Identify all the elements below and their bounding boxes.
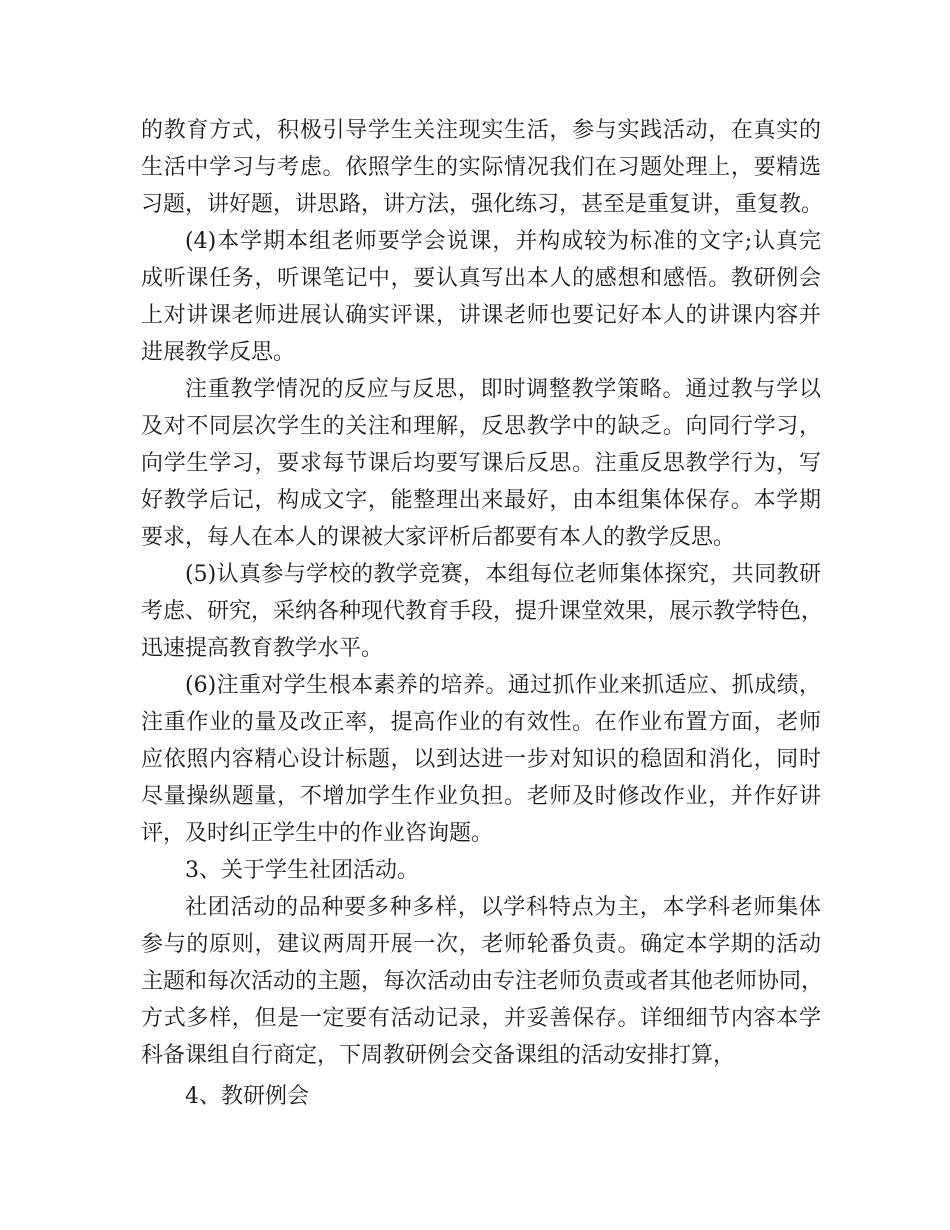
text-line: 及对不同层次学生的关注和理解，反思教学中的缺乏。向同行学习， xyxy=(141,414,821,439)
paragraph-6-start: (6)注重对学生根本素养的培养。通过抓作业来抓适应、抓成绩， xyxy=(185,673,821,698)
text-line: 科备课组自行商定，下周教研例会交备课组的活动安排打算， xyxy=(141,1043,736,1068)
text-line: 要求，每人在本人的课被大家评析后都要有本人的教学反思。 xyxy=(141,525,736,550)
text-line: 成听课任务，听课笔记中，要认真写出本人的感想和感悟。教研例会 xyxy=(141,266,821,291)
text-line: 习题，讲好题，讲思路，讲方法，强化练习，甚至是重复讲，重复教。 xyxy=(141,192,824,217)
section-heading-3: 3、关于学生社团活动。 xyxy=(185,858,419,883)
text-line: 进展教学反思。 xyxy=(141,340,296,365)
text-line: 主题和每次活动的主题，每次活动由专注老师负责或者其他老师协同， xyxy=(141,969,824,994)
paragraph-4-start: (4)本学期本组老师要学会说课，并构成较为标准的文字;认真完 xyxy=(185,229,821,254)
text-line: 注重作业的量及改正率，提高作业的有效性。在作业布置方面，老师 xyxy=(141,710,821,735)
text-line: 评，及时纠正学生中的作业咨询题。 xyxy=(141,821,494,846)
text-line: 考虑、研究，采纳各种现代教育手段，提升课堂效果，展示教学特色， xyxy=(141,599,824,624)
text-line: 上对讲课老师进展认确实评课，讲课老师也要记好本人的讲课内容并 xyxy=(141,303,821,328)
text-line: 方式多样，但是一定要有活动记录，并妥善保存。详细细节内容本学 xyxy=(141,1006,821,1031)
text-line: 的教育方式，积极引导学生关注现实生活，参与实践活动，在真实的 xyxy=(141,118,821,143)
text-line: 尽量操纵题量，不增加学生作业负担。老师及时修改作业，并作好讲 xyxy=(141,784,821,809)
text-line: 参与的原则，建议两周开展一次，老师轮番负责。确定本学期的活动 xyxy=(141,932,821,957)
text-line: 应依照内容精心设计标题，以到达进一步对知识的稳固和消化，同时 xyxy=(141,747,821,772)
text-line: 生活中学习与考虑。依照学生的实际情况我们在习题处理上，要精选 xyxy=(141,155,821,180)
text-line: 向学生学习，要求每节课后均要写课后反思。注重反思教学行为，写 xyxy=(141,451,821,476)
paragraph-5-start: (5)认真参与学校的教学竞赛，本组每位老师集体探究，共同教研 xyxy=(185,562,821,587)
text-line: 好教学后记，构成文字，能整理出来最好，由本组集体保存。本学期 xyxy=(141,488,821,513)
document-body xyxy=(141,112,824,1115)
text-line: 迅速提高教育教学水平。 xyxy=(141,636,384,661)
paragraph-reflection-start: 注重教学情况的反应与反思，即时调整教学策略。通过教与学以 xyxy=(185,377,821,402)
section-heading-4: 4、教研例会 xyxy=(185,1084,309,1109)
paragraph-club-start: 社团活动的品种要多种多样，以学科特点为主，本学科老师集体 xyxy=(185,895,821,920)
